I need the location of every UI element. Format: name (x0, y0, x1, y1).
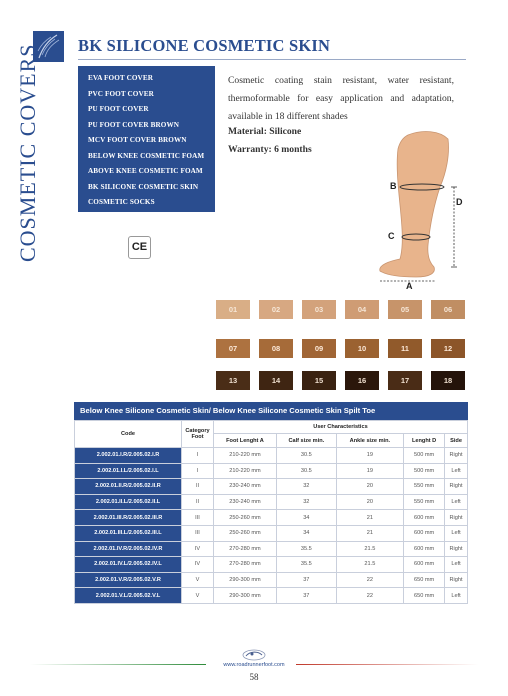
table-row (75, 525, 468, 541)
cell-foot-length: 270-280 mm (214, 541, 277, 557)
shade-swatch-10: 10 (345, 339, 379, 358)
cell-ankle: 21.5 (336, 541, 403, 557)
cell-ankle: 19 (336, 448, 403, 464)
cell-calf: 32 (276, 494, 336, 510)
cell-ankle: 21 (336, 510, 403, 526)
cell-foot-length: 250-260 mm (214, 510, 277, 526)
cell-calf: 35.5 (276, 541, 336, 557)
product-menu (78, 66, 215, 212)
table-title: Below Knee Silicone Cosmetic Skin/ Below Knee Silicone Cosmetic Skin Spilt Toe (74, 402, 468, 420)
cell-ankle: 21.5 (336, 557, 403, 573)
header-foot-length: Foot Lenght A (214, 434, 277, 448)
menu-item[interactable]: BELOW KNEE COSMETIC FOAM (88, 151, 205, 160)
cell-code: 2.002.01.III.L/2.005.02.III.L (75, 525, 182, 541)
cell-length: 600 mm (404, 557, 445, 573)
cell-category: IV (182, 557, 214, 573)
cell-length: 600 mm (404, 510, 445, 526)
cell-length: 600 mm (404, 525, 445, 541)
cell-calf: 34 (276, 510, 336, 526)
material-spec: Material: Silicone (228, 126, 302, 137)
table-row (75, 541, 468, 557)
menu-item[interactable]: EVA FOOT COVER (88, 74, 154, 82)
header-side: Side (445, 434, 468, 448)
cell-foot-length: 230-240 mm (214, 494, 277, 510)
cell-code: 2.002.01.II.L/2.005.02.II.L (75, 494, 182, 510)
cell-length: 650 mm (404, 572, 445, 588)
cell-category: III (182, 510, 214, 526)
page-title: BK SILICONE COSMETIC SKIN (78, 36, 331, 55)
cell-category: IV (182, 541, 214, 557)
cell-ankle: 20 (336, 479, 403, 495)
cell-length: 550 mm (404, 494, 445, 510)
cell-code: 2.002.01.IV.R/2.005.02.IV.R (75, 541, 182, 557)
label-b: B (390, 181, 397, 191)
cell-side: Right (445, 572, 468, 588)
shade-swatch-07: 07 (216, 339, 250, 358)
product-description: Cosmetic coating stain resistant, water resistant, thermoformable for easy application and adaptation, available in 18 different shades (228, 75, 454, 122)
cell-side: Left (445, 494, 468, 510)
cell-category: III (182, 525, 214, 541)
menu-item[interactable]: BK SILICONE COSMETIC SKIN (88, 182, 199, 191)
shade-swatch-18: 18 (431, 371, 465, 390)
menu-item[interactable]: COSMETIC SOCKS (88, 198, 155, 206)
cell-code: 2.002.01.III.R/2.005.02.III.R (75, 510, 182, 526)
cell-side: Left (445, 463, 468, 479)
menu-item[interactable]: PVC FOOT COVER (88, 89, 154, 98)
table-row (75, 572, 468, 588)
footer-website-link[interactable]: www.roadrunnerfoot.com (223, 662, 285, 668)
shade-swatch-12: 12 (431, 339, 465, 358)
cell-calf: 30.5 (276, 463, 336, 479)
cell-side: Left (445, 557, 468, 573)
cell-side: Right (445, 541, 468, 557)
shade-swatch-13: 13 (216, 371, 250, 390)
cell-calf: 35.5 (276, 557, 336, 573)
leg-prosthesis-diagram (368, 125, 464, 290)
header-ankle-size: Ankle size min. (336, 434, 403, 448)
shade-swatch-17: 17 (388, 371, 422, 390)
cell-category: II (182, 479, 214, 495)
page-number: 58 (249, 672, 259, 682)
cell-calf: 30.5 (276, 448, 336, 464)
label-c: C (388, 231, 395, 241)
cell-category: I (182, 463, 214, 479)
cell-foot-length: 210-220 mm (214, 463, 277, 479)
cell-foot-length: 290-300 mm (214, 588, 277, 604)
label-a: A (406, 281, 413, 290)
header-category: Category Foot (182, 421, 214, 448)
cell-code: 2.002.01.V.R/2.005.02.V.R (75, 572, 182, 588)
shade-swatch-09: 09 (302, 339, 336, 358)
section-vertical-title: COSMETIC COVERS (15, 43, 40, 262)
menu-item[interactable]: PU FOOT COVER BROWN (88, 120, 180, 129)
title-divider (78, 59, 466, 60)
roadrunner-logo-icon (240, 648, 268, 661)
size-table (74, 420, 468, 604)
table-row (75, 463, 468, 479)
cell-foot-length: 270-280 mm (214, 557, 277, 573)
shade-swatch-08: 08 (259, 339, 293, 358)
cell-length: 500 mm (404, 448, 445, 464)
menu-item[interactable]: ABOVE KNEE COSMETIC FOAM (88, 167, 203, 175)
cell-calf: 37 (276, 572, 336, 588)
menu-item[interactable]: PU FOOT COVER (88, 105, 149, 113)
cell-category: V (182, 588, 214, 604)
ce-mark-icon: CE (128, 236, 151, 259)
label-d: D (456, 197, 463, 207)
cell-foot-length: 230-240 mm (214, 479, 277, 495)
header-length-d: Lenght D (404, 434, 445, 448)
cell-length: 650 mm (404, 588, 445, 604)
cell-side: Left (445, 588, 468, 604)
cell-ankle: 19 (336, 463, 403, 479)
table-row (75, 510, 468, 526)
shade-swatch-01: 01 (216, 300, 250, 319)
shade-swatch-06: 06 (431, 300, 465, 319)
cell-length: 550 mm (404, 479, 445, 495)
cell-code: 2.002.01.I.R/2.005.02.I.R (75, 448, 182, 464)
menu-item[interactable]: MCV FOOT COVER BROWN (88, 136, 187, 144)
shade-swatch-15: 15 (302, 371, 336, 390)
cell-side: Right (445, 448, 468, 464)
cell-length: 600 mm (404, 541, 445, 557)
table-row (75, 494, 468, 510)
warranty-spec: Warranty: 6 months (228, 144, 312, 155)
cell-ankle: 22 (336, 588, 403, 604)
cell-calf: 32 (276, 479, 336, 495)
cell-side: Right (445, 479, 468, 495)
shade-swatch-11: 11 (388, 339, 422, 358)
cell-category: I (182, 448, 214, 464)
cell-ankle: 22 (336, 572, 403, 588)
cell-code: 2.002.01.II.R/2.005.02.II.R (75, 479, 182, 495)
table-row (75, 588, 468, 604)
cell-code: 2.002.01.I.L/2.005.02.I.L (75, 463, 182, 479)
cell-foot-length: 250-260 mm (214, 525, 277, 541)
shade-swatch-02: 02 (259, 300, 293, 319)
header-user-characteristics: User Characteristics (214, 421, 468, 434)
cell-category: V (182, 572, 214, 588)
cell-foot-length: 290-300 mm (214, 572, 277, 588)
cell-length: 500 mm (404, 463, 445, 479)
table-row (75, 479, 468, 495)
cell-code: 2.002.01.IV.L/2.005.02.IV.L (75, 557, 182, 573)
shade-swatch-14: 14 (259, 371, 293, 390)
cell-calf: 37 (276, 588, 336, 604)
size-table-body (75, 448, 468, 604)
cell-side: Left (445, 525, 468, 541)
header-code: Code (75, 421, 182, 448)
cell-ankle: 21 (336, 525, 403, 541)
cell-category: II (182, 494, 214, 510)
shade-swatch-04: 04 (345, 300, 379, 319)
shade-swatch-05: 05 (388, 300, 422, 319)
shade-swatch-16: 16 (345, 371, 379, 390)
cell-code: 2.002.01.V.L/2.005.02.V.L (75, 588, 182, 604)
cell-ankle: 20 (336, 494, 403, 510)
table-row (75, 448, 468, 464)
cell-side: Right (445, 510, 468, 526)
cell-foot-length: 210-220 mm (214, 448, 277, 464)
shade-swatch-03: 03 (302, 300, 336, 319)
table-row (75, 557, 468, 573)
header-calf-size: Calf size min. (276, 434, 336, 448)
cell-calf: 34 (276, 525, 336, 541)
